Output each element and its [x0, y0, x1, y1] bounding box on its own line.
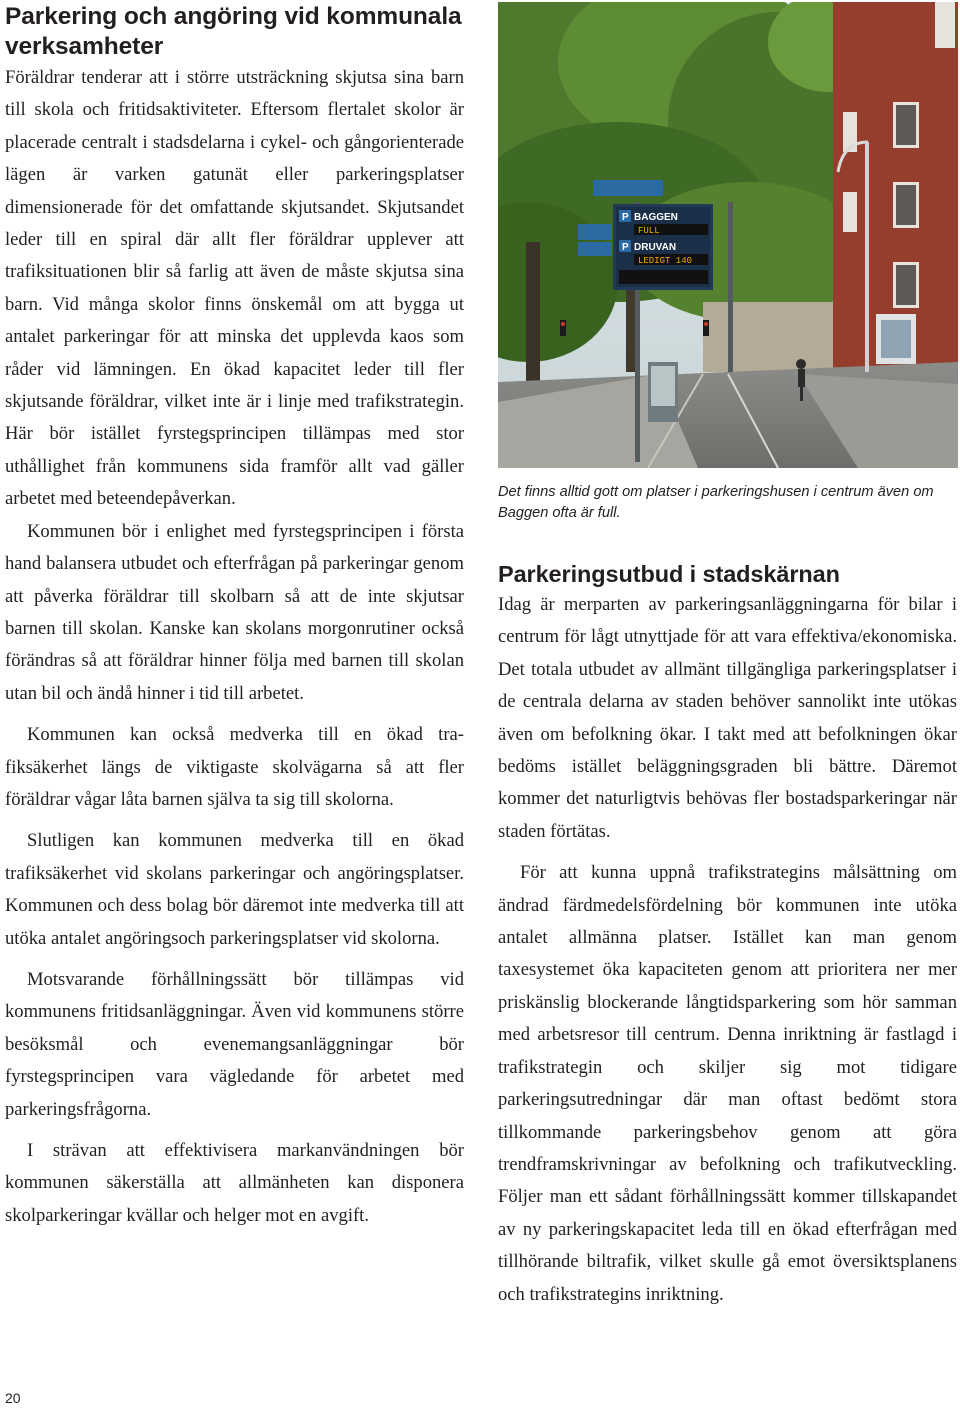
right-column — [498, 559, 957, 1311]
sign-name-baggen: BAGGEN — [634, 212, 678, 223]
sign-status-druvan: LEDIGT 140 — [638, 256, 693, 266]
svg-text:P: P — [622, 242, 629, 253]
body-paragraph-4: Slutligen kan kommunen medverka till en ökad trafiksäkerhet vid skolans parkeringar och angöringsplatser. Kommunen och dess bolag bör däremot inte medverka till att utöka antalet angöringsoch parkeringsplatser vid skolorna. — [5, 830, 464, 949]
body-paragraph-1: Föräldrar tenderar att i större utsträckning skjutsa sina barn till skola och fritidsaktiviteter. Eftersom flertalet skolor är placerade centralt i stadsdelarna i cykel- och gångorienterade lägen är varken gatunät eller parkeringsplatser dimensionerade för det omfattande skjutsandet. Skjutsandet leder till en spiral där allt fler föräldrar upplever att trafiksituationen blir så farlig att även de måste skjutsa sina barn. Vid många skolor finns önskemål om att bygga ut antalet parkeringar för att minska det upplevda kaos som råder vid lämningen. En ökad kapacitet leder till fler skjutsande föräldrar, vilket inte är i linje med trafikstrategin. Här bör istället fyrstegsprincipen tillämpas med stor uthållighet från kommunens sida framför allt vad gäller arbetet med beteendepåverkan. — [5, 67, 464, 510]
right-body-paragraph-1: Idag är merparten av parkeringsanläggningarna för bilar i centrum för lågt utnyttjade för att vara effektiva/ekonomiska. Det totala utbudet av allmänt tillgängliga parkeringsplatser i de centrala delarna av staden behöver sannolikt inte utökas även om befolkning ökar. I takt med att befolkningen ökar bedöms istället beläggningsgraden bli bättre. Däremot kommer det naturligtvis behövas fler bostadsparkeringar när staden förtätas. — [498, 594, 957, 842]
left-column — [5, 0, 464, 1232]
street-photo-illustration — [498, 2, 958, 468]
sign-status-baggen: FULL — [638, 226, 660, 236]
section-heading-city-parking: Parkeringsutbud i stadskärnan — [498, 561, 840, 587]
body-paragraph-2: Kommunen bör i enlighet med fyrstegsprincipen i första hand balansera utbudet och efterfrågan på parkeringar genom att påverka föräldrar till skolbarn så att de inte skjutsar barnen till skolan. Kanske kan skolans morgonrutiner också förändras så att föräldrar hinner följa med barnen till skolan utan bil och ändå hinner i tid till arbetet. — [5, 520, 464, 704]
sign-name-druvan: DRUVAN — [634, 242, 677, 253]
right-body-paragraph-2: För att kunna uppnå trafikstrategins målsättning om ändrad färdmedelsfördelning bör kommunen inte utöka antalet allmänna platser. Istället kan man genom taxesystemet öka kapaciteten genom att prioritera ner mer priskänslig blockerande långtidsparkering som hör samman med arbetsresor till centrum. Denna inriktning är fastlagd i trafikstrategin och skiljer sig mot tidigare parkeringsutredningar där man oftast bedömt stora tillkommande parkeringsbehov genom att göra trendframskrivningar av befolkning och trafikutveckling. Följer man ett sådant förhållningssätt kommer tillskapandet av ny parkeringskapacitet leda till en ökad efterfrågan med tillhörande biltrafik, vilket skulle gå emot översiktsplanens och trafikstrategins inriktning. — [498, 862, 957, 1305]
section-heading-school-parking: Parkering och angöring vid kommunala verksamheter — [5, 3, 462, 60]
body-paragraph-3: Kommunen kan också medverka till en ökad trafiksäkerhet längs de viktigaste skolvägarna så att fler föräldrar vågar låta barnen själva ta sig till skolorna. — [5, 724, 464, 810]
body-paragraph-6: I strävan att effektivisera markanvändningen bör kommunen säkerställa att allmänheten kan disponera skolparkeringar kvällar och helger mot en avgift. — [5, 1140, 464, 1226]
page-number: 20 — [5, 1390, 21, 1406]
svg-text:P: P — [622, 212, 629, 223]
body-paragraph-5: Motsvarande förhållningssätt bör tillämpas vid kommunens fritidsanläggningar. Även vid kommunens större besöksmål och evenemangsanläggningar bör fyrstegsprincipen vara vägledande för arbetet med parkeringsfrågorna. — [5, 968, 464, 1120]
street-photo — [498, 2, 958, 468]
photo-caption: Det finns alltid gott om platser i parkeringshusen i centrum även om Baggen ofta är full. — [498, 484, 934, 521]
